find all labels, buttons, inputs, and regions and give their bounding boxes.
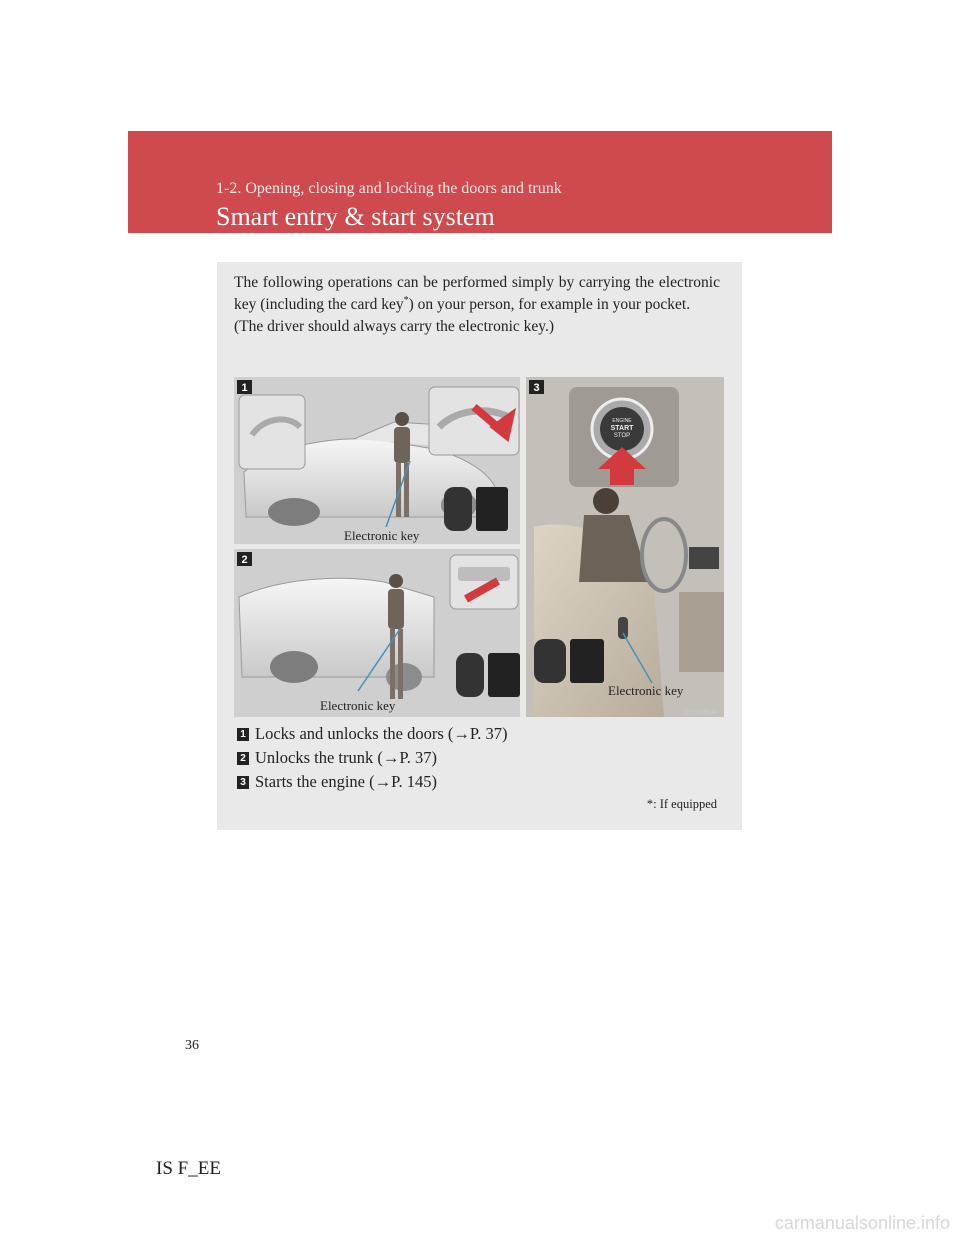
illustration	[234, 377, 724, 717]
intro-note: (The driver should always carry the electronic key.)	[234, 318, 555, 335]
svg-text:1: 1	[241, 382, 248, 394]
list-item	[237, 724, 508, 744]
item-number-box: 1	[237, 728, 249, 741]
panel-label-1	[237, 380, 252, 394]
item-text: Starts the engine (→P. 145)	[255, 772, 437, 791]
start-button-start-label: START	[610, 425, 634, 432]
start-button-engine-label: ENGINE	[612, 418, 632, 424]
footnote: *: If equipped	[646, 797, 717, 811]
panel-label-3	[529, 380, 544, 394]
callout-text-3: Electronic key	[608, 683, 684, 698]
start-button-stop-label: STOP	[613, 433, 631, 439]
illustration-code: CLY12AB244	[682, 710, 718, 716]
callout-text-2: Electronic key	[320, 698, 396, 713]
svg-text:3: 3	[533, 382, 540, 394]
key-fob-1	[444, 487, 508, 531]
intro-text	[234, 272, 720, 338]
item-text: Locks and unlocks the doors (→P. 37)	[255, 724, 508, 743]
watermark: carmanualsonline.info	[774, 1213, 950, 1233]
page-title: Smart entry & start system	[216, 202, 495, 231]
callout-text-1: Electronic key	[344, 528, 420, 543]
asterisk-mark: *	[403, 294, 409, 306]
item-number-box: 2	[237, 752, 249, 765]
section-label: 1-2. Opening, closing and locking the doors and trunk	[216, 180, 562, 197]
page-number: 36	[185, 1038, 199, 1053]
svg-text:2: 2	[241, 554, 248, 566]
intro-part1: The following operations can be performed simply by carrying the electronic key (including the card key	[234, 274, 720, 313]
key-fob-2	[456, 653, 520, 697]
item-text: Unlocks the trunk (→P. 37)	[255, 748, 437, 767]
car-rear	[239, 578, 434, 691]
item-number-box: 3	[237, 776, 249, 789]
door-handle-inset-1	[239, 395, 305, 469]
panel-label-2	[237, 552, 252, 566]
intro-part2: ) on your person, for example in your pocket.	[408, 296, 691, 313]
list-item	[237, 748, 437, 768]
list-item	[237, 772, 437, 792]
section-header	[128, 131, 832, 233]
model-code: IS F_EE	[156, 1158, 221, 1179]
trunk-inset	[450, 555, 518, 609]
